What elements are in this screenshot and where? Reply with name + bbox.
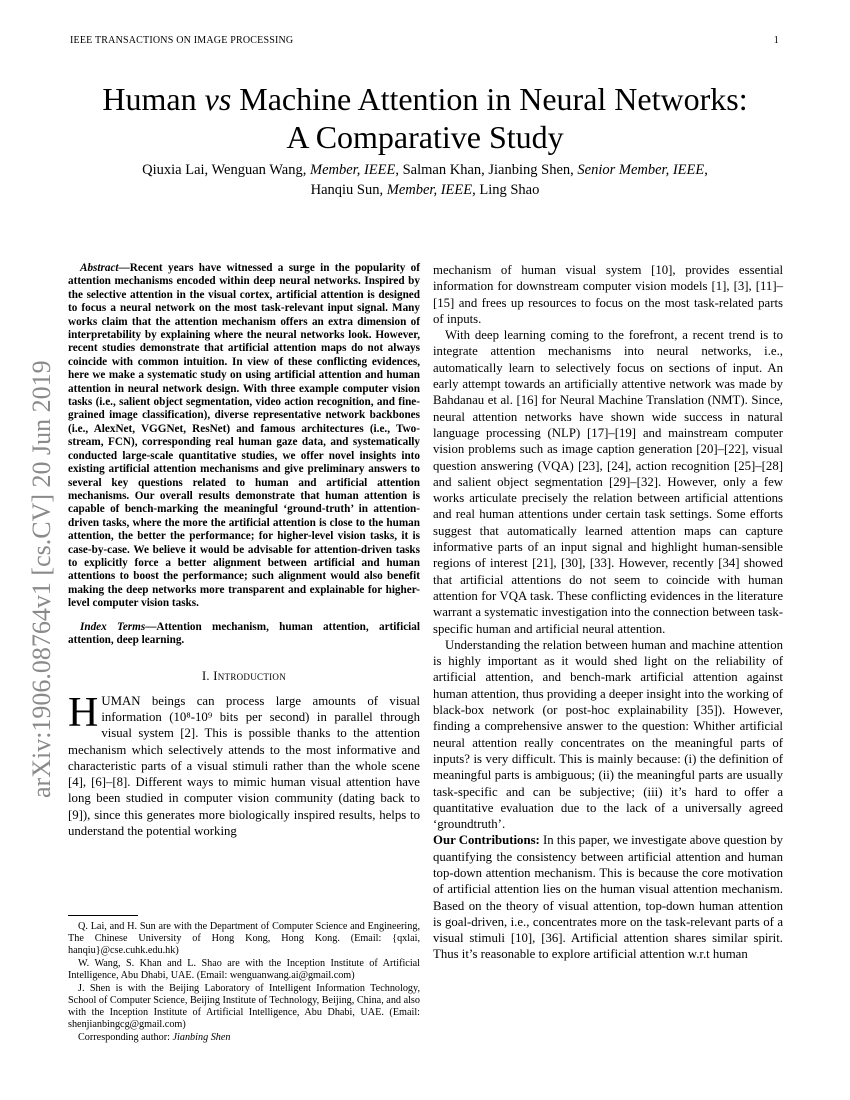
paper-title	[60, 80, 790, 156]
arxiv-stamp-text: arXiv:1906.08764v1 [cs.CV] 20 Jun 2019	[27, 360, 56, 798]
footnote: W. Wang, S. Khan and L. Shao are with the Inception Institute of Artificial Intelligence, Abu Dhabi, UAE. (Email: wenguanwang.ai@gmail.com)	[68, 958, 420, 981]
title-part1: Human	[102, 81, 205, 117]
author-text: ,	[704, 162, 708, 178]
footnote-label: Corresponding author:	[78, 1032, 173, 1043]
author-role: Member, IEEE	[386, 182, 473, 198]
right-column	[433, 262, 783, 963]
contributions-paragraph	[433, 832, 783, 962]
footnote	[68, 1032, 420, 1044]
contributions-text: In this paper, we investigate above question by quantifying the consistency between artificial attention and human top-down attention mechanism. This is because the core motivation of artificial attention lies on the human visual attention mechanism. Based on the theory of visual attention, top-down human attention is goal-driven, i.e., concentrates more on the task-relevant parts of a visual stimuli [10], [36]. Artificial attention shares similar spirit. Thus it’s reasonable to explore artificial attention w.r.t human	[433, 833, 783, 962]
footnote-rule	[68, 915, 138, 916]
title-line2: A Comparative Study	[286, 119, 564, 155]
author-text: , Salman Khan, Jianbing Shen,	[395, 162, 578, 178]
author-text: Qiuxia Lai, Wenguan Wang,	[142, 162, 310, 178]
index-terms-label: Index Terms	[80, 620, 146, 633]
title-vs: vs	[204, 81, 232, 117]
running-header: IEEE TRANSACTIONS ON IMAGE PROCESSING	[70, 35, 294, 46]
index-terms-text: —Attention mechanism, human attention, artificial attention, deep learning.	[68, 620, 420, 646]
intro-paragraph-1-cont: mechanism of human visual system [10], provides essential information for downstream computer vision models [1], [3], [11]–[15] and frees up resources to focus on the most task-related parts of inputs.	[433, 263, 783, 326]
arxiv-stamp	[18, 298, 58, 798]
footnotes	[68, 915, 420, 1045]
author-list	[80, 160, 770, 200]
intro-paragraph-1	[68, 689, 420, 840]
left-column	[68, 262, 420, 839]
drop-cap: H	[68, 689, 99, 736]
author-text: Hanqiu Sun,	[310, 182, 387, 198]
author-text: , Ling Shao	[472, 182, 540, 198]
abstract-label: Abstract	[80, 262, 119, 274]
intro-p1-text: UMAN beings can process large amounts of visual information (10⁸-10⁹ bits per second) in parallel through visual system [2]. This is possible thanks to the attention mechanism which selectively attends to the most informative and characteristic parts of a visual stimuli rather than the whole scene [4], [6]–[8]. Different ways to mimic human visual attention have long been studied in computer vision community (dating back to [9]), since this generates more biologically inspired results, helps to understand the potential working	[68, 693, 420, 839]
intro-paragraph-2: With deep learning coming to the forefront, a recent trend is to integrate attention mechanisms into neural networks, i.e., automatically learn to selectively focus on sections of input. An early attempt towards an artificially attentive network was made by Bahdanau et al. [16] for Neural Machine Translation (NMT). Since, neural attention networks have shown wide success in natural language processing (NLP) [17]–[19] and mainstream computer vision problems such as image caption generation [20]–[22], visual question answering (VQA) [23], [24], action recognition [25]–[28] and salient object segmentation [29]–[32]. However, only a few works articulate precisely the relation between artificial attentions and real human attentions under certain task settings. Some efforts suggest that automatically learned attention maps can capture informative parts of an input signal and highlight human-sensible regions of interest [21], [30], [33]. However, recently [34] showed that artificial attentions do not seem to coincide with human attention for VQA task. These conflicting evidences in the literature warrant a systematic investigation into the connection between task-specific human and artificial neural attention.	[433, 328, 783, 636]
section-heading: I. Introduction	[201, 669, 287, 684]
page-number: 1	[773, 35, 779, 46]
author-role: Senior Member, IEEE	[577, 162, 705, 178]
corresponding-author: Jianbing Shen	[172, 1032, 231, 1043]
abstract	[68, 262, 420, 611]
intro-paragraph-3: Understanding the relation between human and machine attention is highly important as it would shed light on the reliability of artificial attention, and bench-mark artificial attention against human attention, thus providing a deeper insight into the working of black-box network (or post-hoc explainability [35]). However, finding a comprehensive answer to the question: Whither artificial neural attention really concentrates on the meaningful parts of inputs? is very difficult. This is mainly because: (i) the definition of meaningful parts is ambiguous; (ii) the meaningful parts are usually task-specific and can be subjective; (iii) it’s hard to offer a quantitative evaluation due to the lack of a universally agreed ‘groundtruth’.	[433, 637, 783, 832]
footnote: J. Shen is with the Beijing Laboratory of Intelligent Information Technology, School of Computer Science, Beijing Institute of Technology, Beijing, China, and also with the Inception Institute of Artificial Intelligence, Abu Dhabi, UAE. (Email: shenjianbingcg@gmail.com)	[68, 983, 420, 1030]
author-role: Member, IEEE	[310, 162, 396, 178]
footnote: Q. Lai, and H. Sun are with the Department of Computer Science and Engineering, The Chinese University of Hong Kong, Hong Kong. (Email: {qxlai, hanqiu}@cse.cuhk.edu.hk)	[68, 921, 420, 956]
contributions-label: Our Contributions:	[433, 833, 540, 848]
title-part2: Machine Attention in Neural Networks:	[231, 81, 748, 117]
index-terms	[68, 621, 420, 648]
abstract-text: —Recent years have witnessed a surge in the popularity of attention mechanisms encoded within deep neural networks. Inspired by the selective attention in the visual cortex, artificial attention is designed to focus a neural network on the most task-relevant input signal. Many works claim that the attention mechanism offers an extra dimension of interpretability by explaining where the neural networks look. However, recent studies demonstrate that artificial attention maps do not always coincide with common intuition. In view of these conflicting evidences, here we make a systematic study on using artificial attention and human attention in neural network design. With three example computer vision tasks (i.e., salient object segmentation, video action recognition, and fine-grained image classification), diverse representative network backbones (i.e., AlexNet, VGGNet, ResNet) and famous architectures (i.e., Two-stream, FCN), corresponding real human gaze data, and systematically conducted large-scale quantitative studies, we offer novel insights into existing artificial attention mechanisms and give preliminary answers to several key questions related to human and artificial attention mechanisms. Our overall results demonstrate that human attention is capable of bench-marking the meaningful ‘ground-truth’ in attention-driven tasks, where the more the artificial attention is close to the human attention, the better the performance; for higher-level vision tasks, it is case-by-case. We believe it would be advisable for attention-driven tasks to explicitly force a better alignment between artificial and human attentions to boost the performance; such alignment would also benefit making the deep networks more transparent and explainable for higher-level computer vision tasks.	[68, 262, 420, 610]
